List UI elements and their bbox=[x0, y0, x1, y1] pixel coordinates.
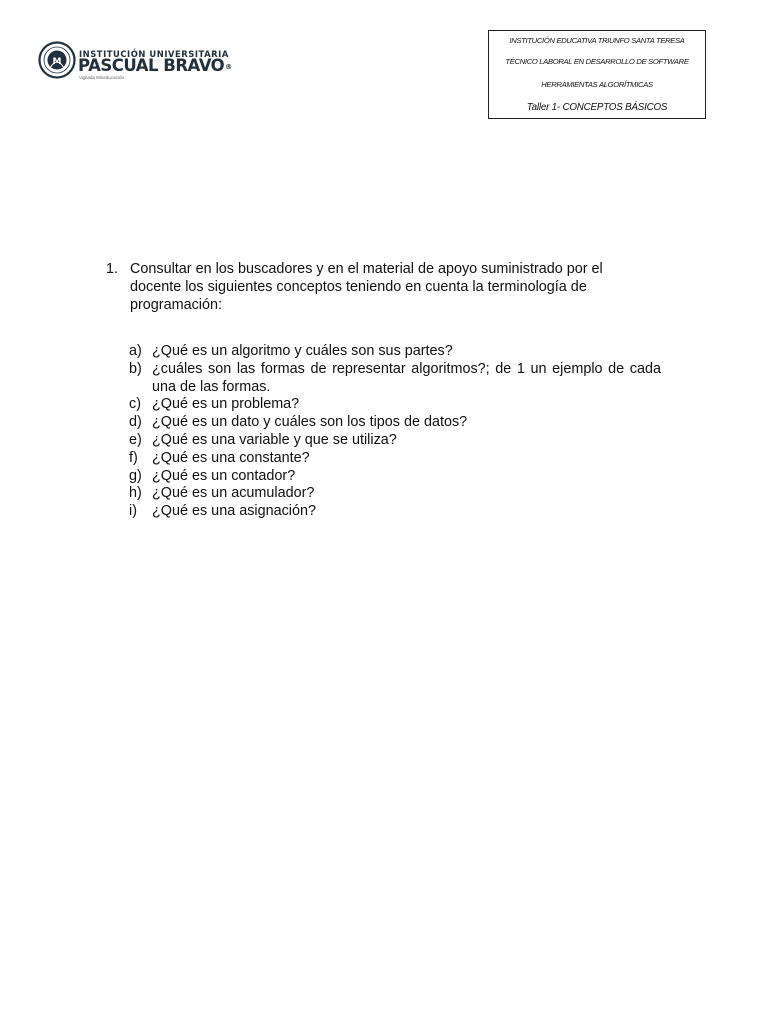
list-item bbox=[129, 396, 661, 414]
header-school: INSTITUCIÓN EDUCATIVA TRIUNFO SANTA TERESA bbox=[509, 36, 685, 45]
registered-mark: ® bbox=[225, 62, 232, 71]
item-label: a) bbox=[129, 343, 142, 359]
list-item bbox=[129, 485, 661, 503]
item-label: c) bbox=[129, 396, 141, 413]
question-text: Consultar en los buscadores y en el material de apoyo suministrado por el docente los siguientes conceptos teniendo en cuenta la terminología de programación: bbox=[130, 261, 603, 313]
emblem-letter: M bbox=[52, 57, 62, 67]
logo-institution-line: INSTITUCIÓN UNIVERSITARIA bbox=[79, 49, 229, 59]
header-program: TÉCNICO LABORAL EN DESARROLLO DE SOFTWARE bbox=[505, 57, 689, 66]
item-label: h) bbox=[129, 485, 142, 502]
header-info-box bbox=[488, 30, 706, 119]
header-course: HERRAMIENTAS ALGORÍTMICAS bbox=[541, 80, 653, 89]
logo-name-line bbox=[78, 56, 232, 75]
question-number: 1. bbox=[106, 261, 119, 277]
item-label: i) bbox=[129, 503, 137, 520]
item-label: b) bbox=[129, 360, 142, 377]
header-title: Taller 1- CONCEPTOS BÁSICOS bbox=[526, 102, 668, 113]
item-text: ¿Qué es una asignación? bbox=[152, 503, 317, 520]
logo-tagline: Vigilada Mineducación bbox=[79, 75, 124, 80]
list-item bbox=[129, 468, 661, 486]
list-item bbox=[129, 432, 661, 450]
item-text: ¿cuáles son las formas de representar algoritmos?; de 1 un ejemplo de cada una de las formas. bbox=[152, 360, 661, 395]
item-text: ¿Qué es una variable y que se utiliza? bbox=[152, 431, 397, 448]
list-item bbox=[129, 503, 661, 521]
item-text: ¿Qué es un problema? bbox=[152, 396, 300, 413]
item-text: ¿Qué es un acumulador? bbox=[152, 485, 315, 502]
item-label: g) bbox=[129, 467, 142, 484]
item-text: ¿Qué es un dato y cuáles son los tipos de datos? bbox=[152, 414, 468, 431]
pascual-bravo-emblem-icon bbox=[38, 37, 78, 85]
item-label: d) bbox=[129, 414, 142, 431]
list-item bbox=[129, 361, 661, 397]
item-text: ¿Qué es un algoritmo y cuáles son sus partes? bbox=[152, 343, 453, 359]
list-item bbox=[129, 450, 661, 468]
sub-question-list bbox=[129, 343, 661, 521]
list-item bbox=[129, 414, 661, 432]
institution-logo bbox=[38, 37, 258, 85]
list-item bbox=[129, 343, 661, 361]
item-label: e) bbox=[129, 431, 142, 448]
item-text: ¿Qué es un contador? bbox=[152, 467, 296, 484]
item-label: f) bbox=[129, 449, 138, 466]
item-text: ¿Qué es una constante? bbox=[152, 449, 310, 466]
logo-name: PASCUAL BRAVO bbox=[78, 56, 225, 75]
